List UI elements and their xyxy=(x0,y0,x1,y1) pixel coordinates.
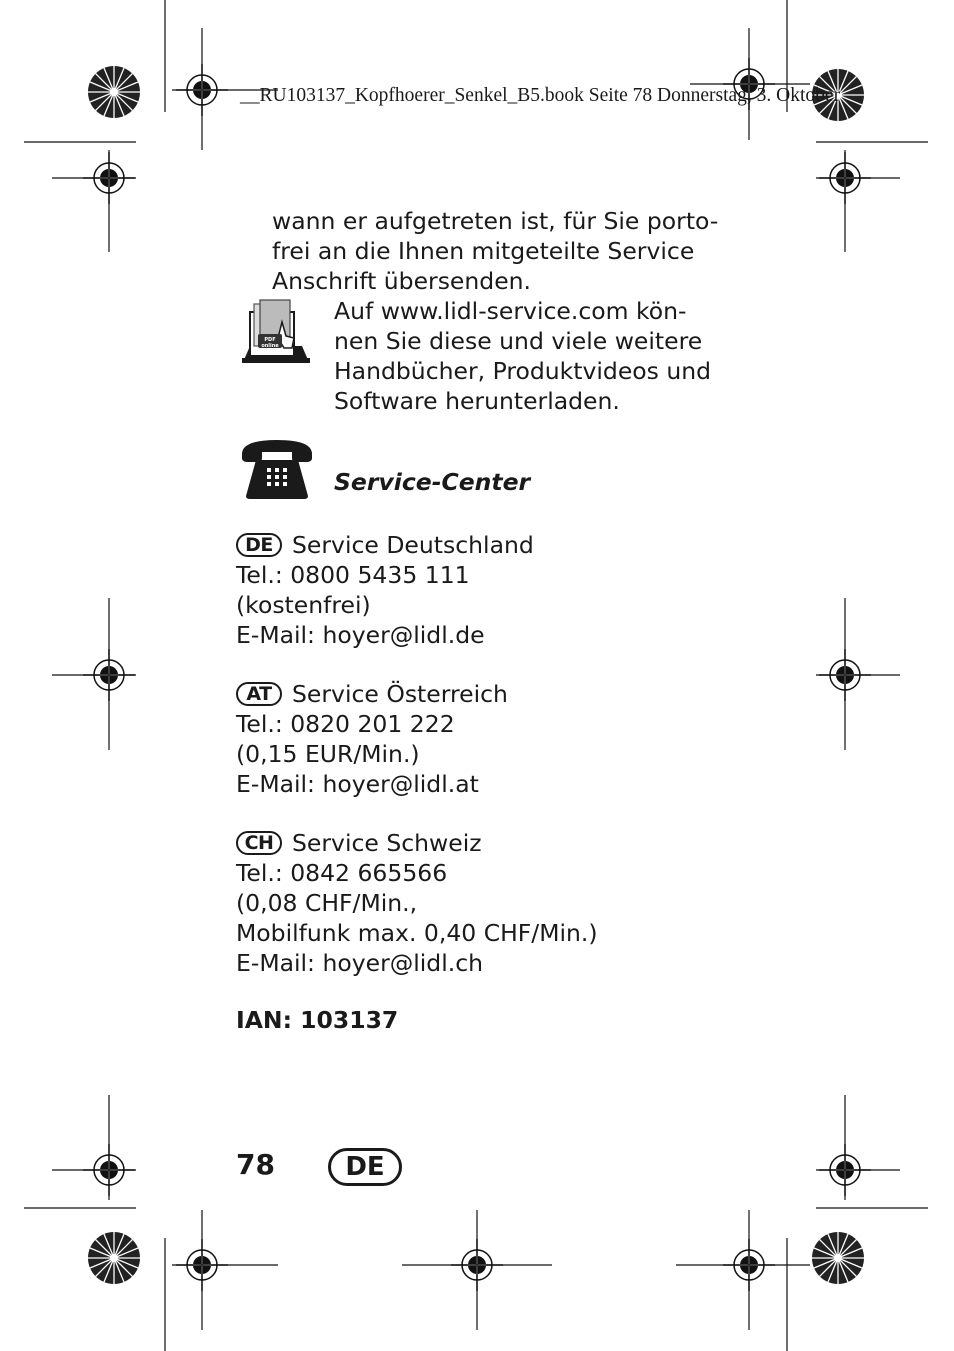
country-line xyxy=(236,530,534,560)
service-email: E-Mail: hoyer@lidl.at xyxy=(236,770,479,798)
download-paragraph xyxy=(334,296,711,416)
service-block-at xyxy=(236,679,508,799)
service-block-de xyxy=(236,530,534,650)
country-badge: CH xyxy=(236,831,282,855)
service-detail-line: (0,15 EUR/Min.) xyxy=(236,740,420,768)
country-service-name: Service Österreich xyxy=(292,680,508,708)
service-email: E-Mail: hoyer@lidl.ch xyxy=(236,949,484,977)
pdf-icon-label: PDF xyxy=(264,337,276,343)
intro-line: Anschrift übersenden. xyxy=(272,267,532,295)
country-line xyxy=(236,679,508,709)
service-detail-line: Mobilfunk max. 0,40 CHF/Min.) xyxy=(236,919,598,947)
country-service-name: Service Schweiz xyxy=(292,829,482,857)
service-block-ch xyxy=(236,828,598,978)
download-line: nen Sie diese und viele weitere xyxy=(334,327,703,355)
pdf-icon-label: online xyxy=(261,343,279,349)
pdf-online-icon xyxy=(240,298,312,366)
service-center-title: Service-Center xyxy=(334,468,531,496)
country-service-name: Service Deutschland xyxy=(292,531,534,559)
page-number: 78 xyxy=(236,1148,275,1181)
intro-line: wann er aufgetreten ist, für Sie porto- xyxy=(272,207,719,235)
service-email: E-Mail: hoyer@lidl.de xyxy=(236,621,485,649)
service-detail-line: (0,08 CHF/Min., xyxy=(236,889,418,917)
country-badge: DE xyxy=(236,533,282,557)
ian-number: IAN: 103137 xyxy=(236,1006,399,1034)
country-line xyxy=(236,828,598,858)
download-line: Software herunterladen. xyxy=(334,387,620,415)
language-badge: DE xyxy=(328,1148,402,1186)
service-detail-line: Tel.: 0820 201 222 xyxy=(236,710,455,738)
intro-paragraph xyxy=(272,206,718,296)
country-badge: AT xyxy=(236,682,282,706)
download-line: Auf www.lidl-service.com kön- xyxy=(334,297,687,325)
service-detail-line: (kostenfrei) xyxy=(236,591,371,619)
service-detail-line: Tel.: 0800 5435 111 xyxy=(236,561,470,589)
telephone-icon xyxy=(238,438,316,500)
service-detail-line: Tel.: 0842 665566 xyxy=(236,859,448,887)
intro-line: frei an die Ihnen mitgeteilte Service xyxy=(272,237,695,265)
download-line: Handbücher, Produktvideos und xyxy=(334,357,712,385)
print-header: __RU103137_Kopfhoerer_Senkel_B5.book Seite 78 Donnerstag, 3. Oktober xyxy=(240,85,841,106)
